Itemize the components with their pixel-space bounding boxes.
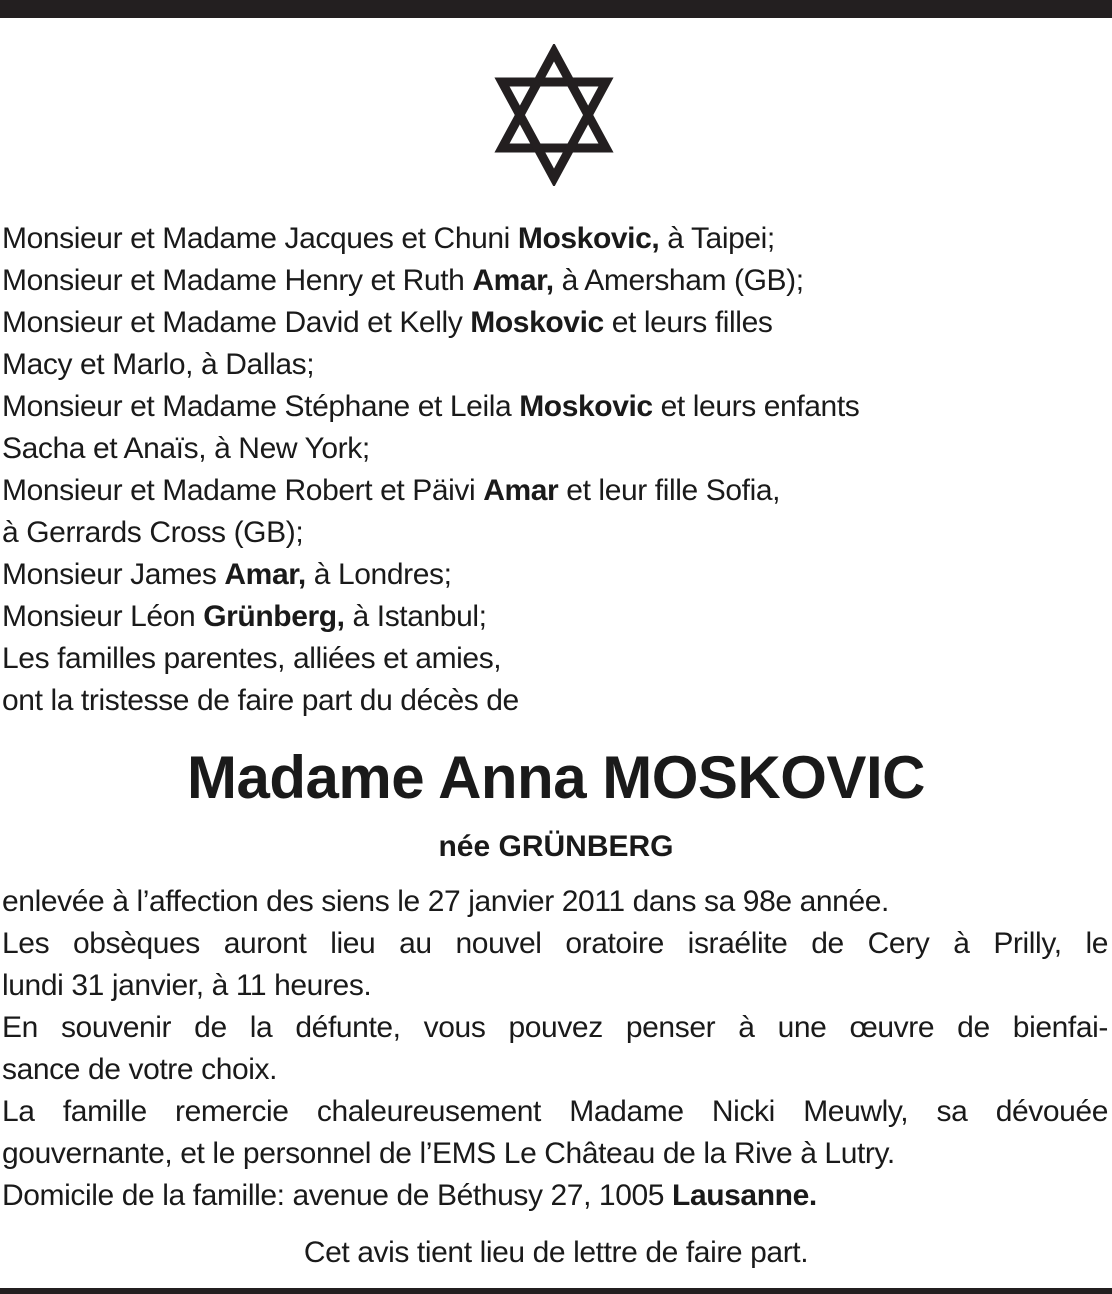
family-line: Macy et Marlo, à Dallas; [2, 348, 315, 381]
family-line: Monsieur et Madame Stéphane et Leila Moskovic et leurs enfants [2, 390, 860, 423]
deceased-name: Madame Anna MOSKOVIC [187, 744, 925, 811]
body-line: Les obsèques auront lieu au nouvel oratoire israélite de Cery à Prilly, le [2, 927, 1108, 960]
notice-body [2, 881, 1108, 1217]
family-line: ont la tristesse de faire part du décès de [2, 684, 519, 717]
family-line: Sacha et Anaïs, à New York; [2, 432, 370, 465]
body-line: enlevée à l’affection des siens le 27 janvier 2011 dans sa 98e année. [2, 885, 889, 918]
family-line: à Gerrards Cross (GB); [2, 516, 304, 549]
top-border-rule [0, 0, 1112, 18]
family-line: Monsieur Léon Grünberg, à Istanbul; [2, 600, 487, 633]
family-line: Monsieur et Madame Jacques et Chuni Moskovic, à Taipei; [2, 222, 775, 255]
family-list [2, 218, 1108, 722]
family-line: Monsieur James Amar, à Londres; [2, 558, 452, 591]
family-line: Les familles parentes, alliées et amies, [2, 642, 502, 675]
body-line: En souvenir de la défunte, vous pouvez penser à une œuvre de bienfai- [2, 1011, 1108, 1044]
closing-note: Cet avis tient lieu de lettre de faire part. [303, 1236, 809, 1269]
body-line: sance de votre choix. [2, 1053, 278, 1086]
body-line: Domicile de la famille: avenue de Béthusy 27, 1005 Lausanne. [2, 1179, 817, 1212]
bottom-border-rule [0, 1288, 1112, 1294]
star-of-david-icon [494, 44, 614, 186]
body-line: lundi 31 janvier, à 11 heures. [2, 969, 372, 1002]
body-line: gouvernante, et le personnel de l’EMS Le Château de la Rive à Lutry. [2, 1137, 895, 1170]
maiden-name: née GRÜNBERG [438, 830, 674, 863]
body-line: La famille remercie chaleureusement Madame Nicki Meuwly, sa dévouée [2, 1095, 1108, 1128]
family-line: Monsieur et Madame Henry et Ruth Amar, à Amersham (GB); [2, 264, 804, 297]
family-line: Monsieur et Madame Robert et Päivi Amar et leur fille Sofia, [2, 474, 781, 507]
family-line: Monsieur et Madame David et Kelly Moskovic et leurs filles [2, 306, 773, 339]
